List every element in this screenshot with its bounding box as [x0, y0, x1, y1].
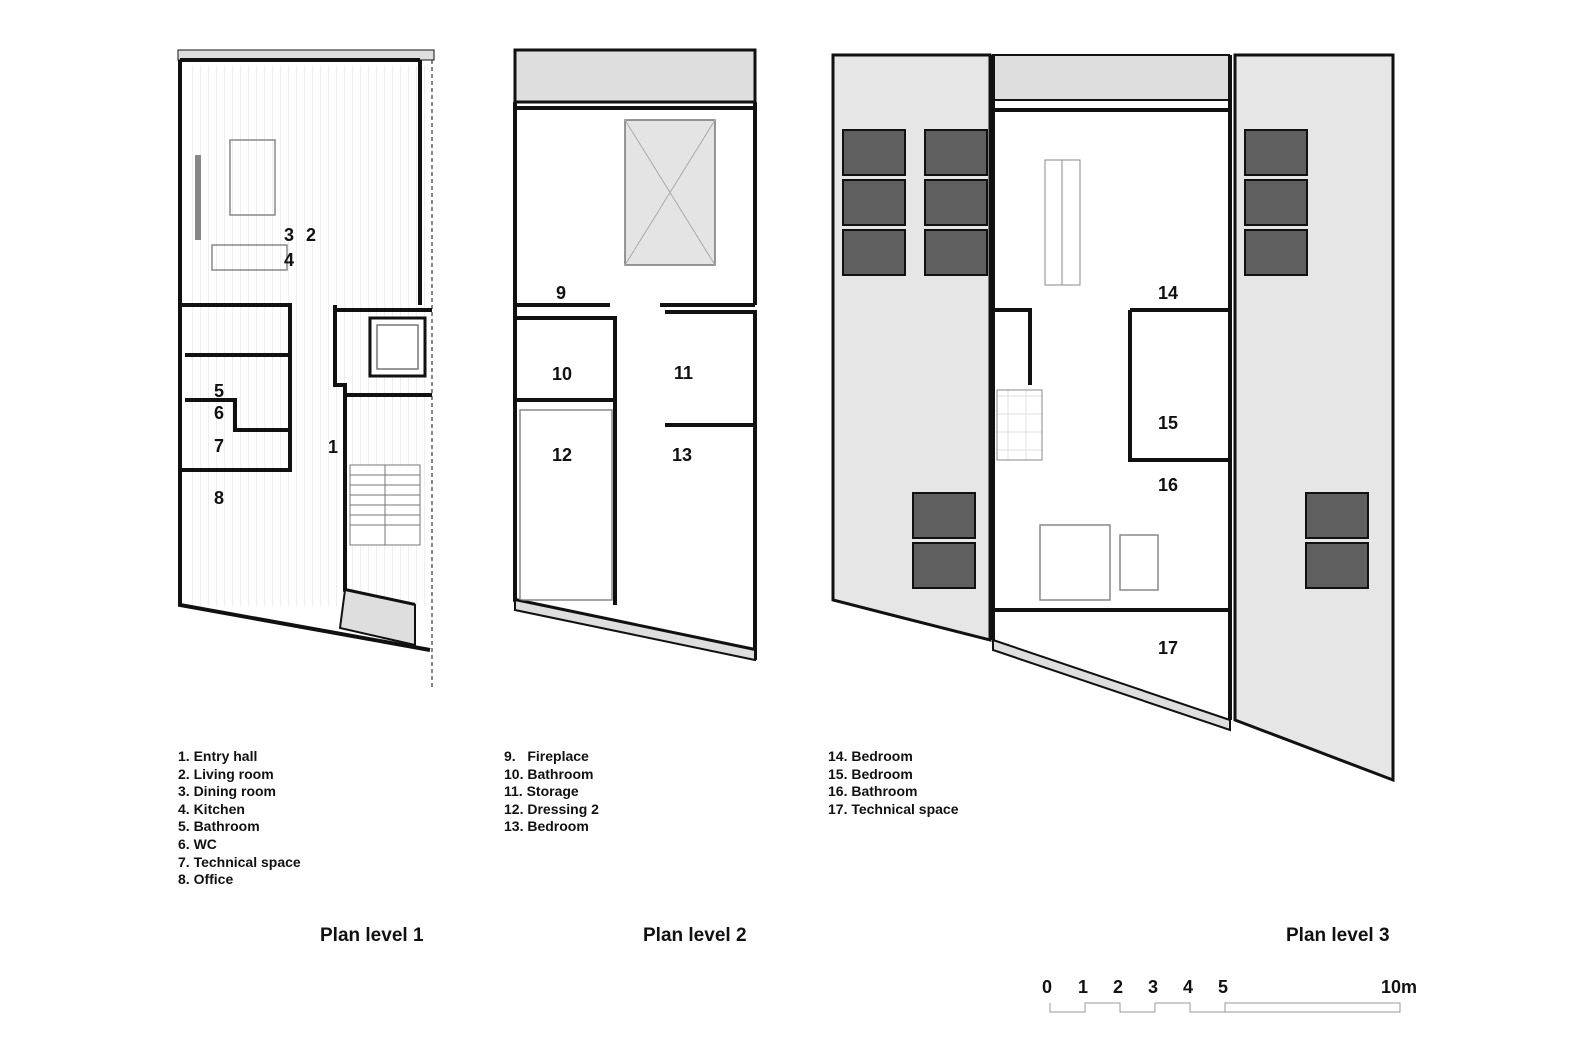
bed-tiles — [997, 390, 1042, 460]
legend-entry: 8. Office — [178, 871, 234, 888]
legend-entry: 1. Entry hall — [178, 748, 258, 764]
room-number: 7 — [214, 436, 225, 456]
bottom-terrace — [993, 640, 1230, 730]
room-number: 15 — [1158, 413, 1179, 433]
legend-entry: 13. Bedroom — [504, 818, 589, 835]
room-number: 17 — [1158, 638, 1179, 658]
scale-label: 4 — [1183, 977, 1194, 997]
room-number: 8 — [214, 488, 225, 508]
room-number: 16 — [1158, 475, 1179, 495]
legend-level-2 — [504, 748, 599, 836]
plan-title-level-3: Plan level 3 — [1286, 925, 1390, 946]
legend-level-1 — [178, 748, 301, 889]
scale-label: 2 — [1113, 977, 1124, 997]
top-terrace — [515, 50, 755, 102]
legend-entry: 11. Storage — [504, 783, 579, 800]
legend-entry: 9. Fireplace — [504, 748, 589, 764]
room-number: 9 — [556, 283, 567, 303]
room-number: 10 — [552, 364, 573, 384]
legend-entry: 14. Bedroom — [828, 748, 913, 764]
legend-entry: 4. Kitchen — [178, 800, 245, 817]
scale-label: 10m — [1381, 977, 1418, 997]
plan-level-1 — [178, 50, 434, 690]
legend-entry: 12. Dressing 2 — [504, 800, 599, 817]
scale-label: 3 — [1148, 977, 1159, 997]
room-number: 2 — [306, 225, 317, 245]
room-number: 12 — [552, 445, 573, 465]
legend-entry: 17. Technical space — [828, 800, 959, 817]
room-number: 3 — [284, 225, 295, 245]
room-number: 1 — [328, 437, 339, 457]
shower — [1120, 535, 1158, 590]
scale-bar — [1050, 1003, 1400, 1012]
scale-label: 5 — [1218, 977, 1229, 997]
legend-entry: 6. WC — [178, 835, 217, 852]
stair — [1045, 160, 1080, 285]
legend-entry: 15. Bedroom — [828, 765, 913, 782]
legend-entry: 16. Bathroom — [828, 783, 918, 800]
plan-level-3 — [833, 55, 1393, 780]
legend-entry: 3. Dining room — [178, 783, 276, 800]
bottom-terrace — [515, 600, 755, 660]
legend-entry: 2. Living room — [178, 765, 274, 782]
room-number: 13 — [672, 445, 693, 465]
plan-title-level-2: Plan level 2 — [643, 925, 747, 946]
room-number: 11 — [674, 363, 694, 383]
top-terrace — [993, 55, 1229, 100]
scale-label: 0 — [1042, 977, 1053, 997]
staircase — [350, 465, 420, 545]
bathtub — [1040, 525, 1110, 600]
legend-level-3 — [828, 748, 958, 818]
room-number: 5 — [214, 381, 225, 401]
room-number: 14 — [1158, 283, 1179, 303]
wardrobe — [520, 410, 612, 600]
room-number: 4 — [284, 250, 295, 270]
scale-label: 1 — [1078, 977, 1089, 997]
legend-entry: 10. Bathroom — [504, 765, 594, 782]
walls — [993, 55, 1230, 720]
legend-entry: 5. Bathroom — [178, 818, 260, 835]
room-number: 6 — [214, 403, 225, 423]
plan-title-level-1: Plan level 1 — [320, 925, 424, 946]
legend-entry: 7. Technical space — [178, 853, 301, 870]
plan-level-2 — [515, 50, 755, 660]
lift-shaft — [370, 318, 425, 376]
